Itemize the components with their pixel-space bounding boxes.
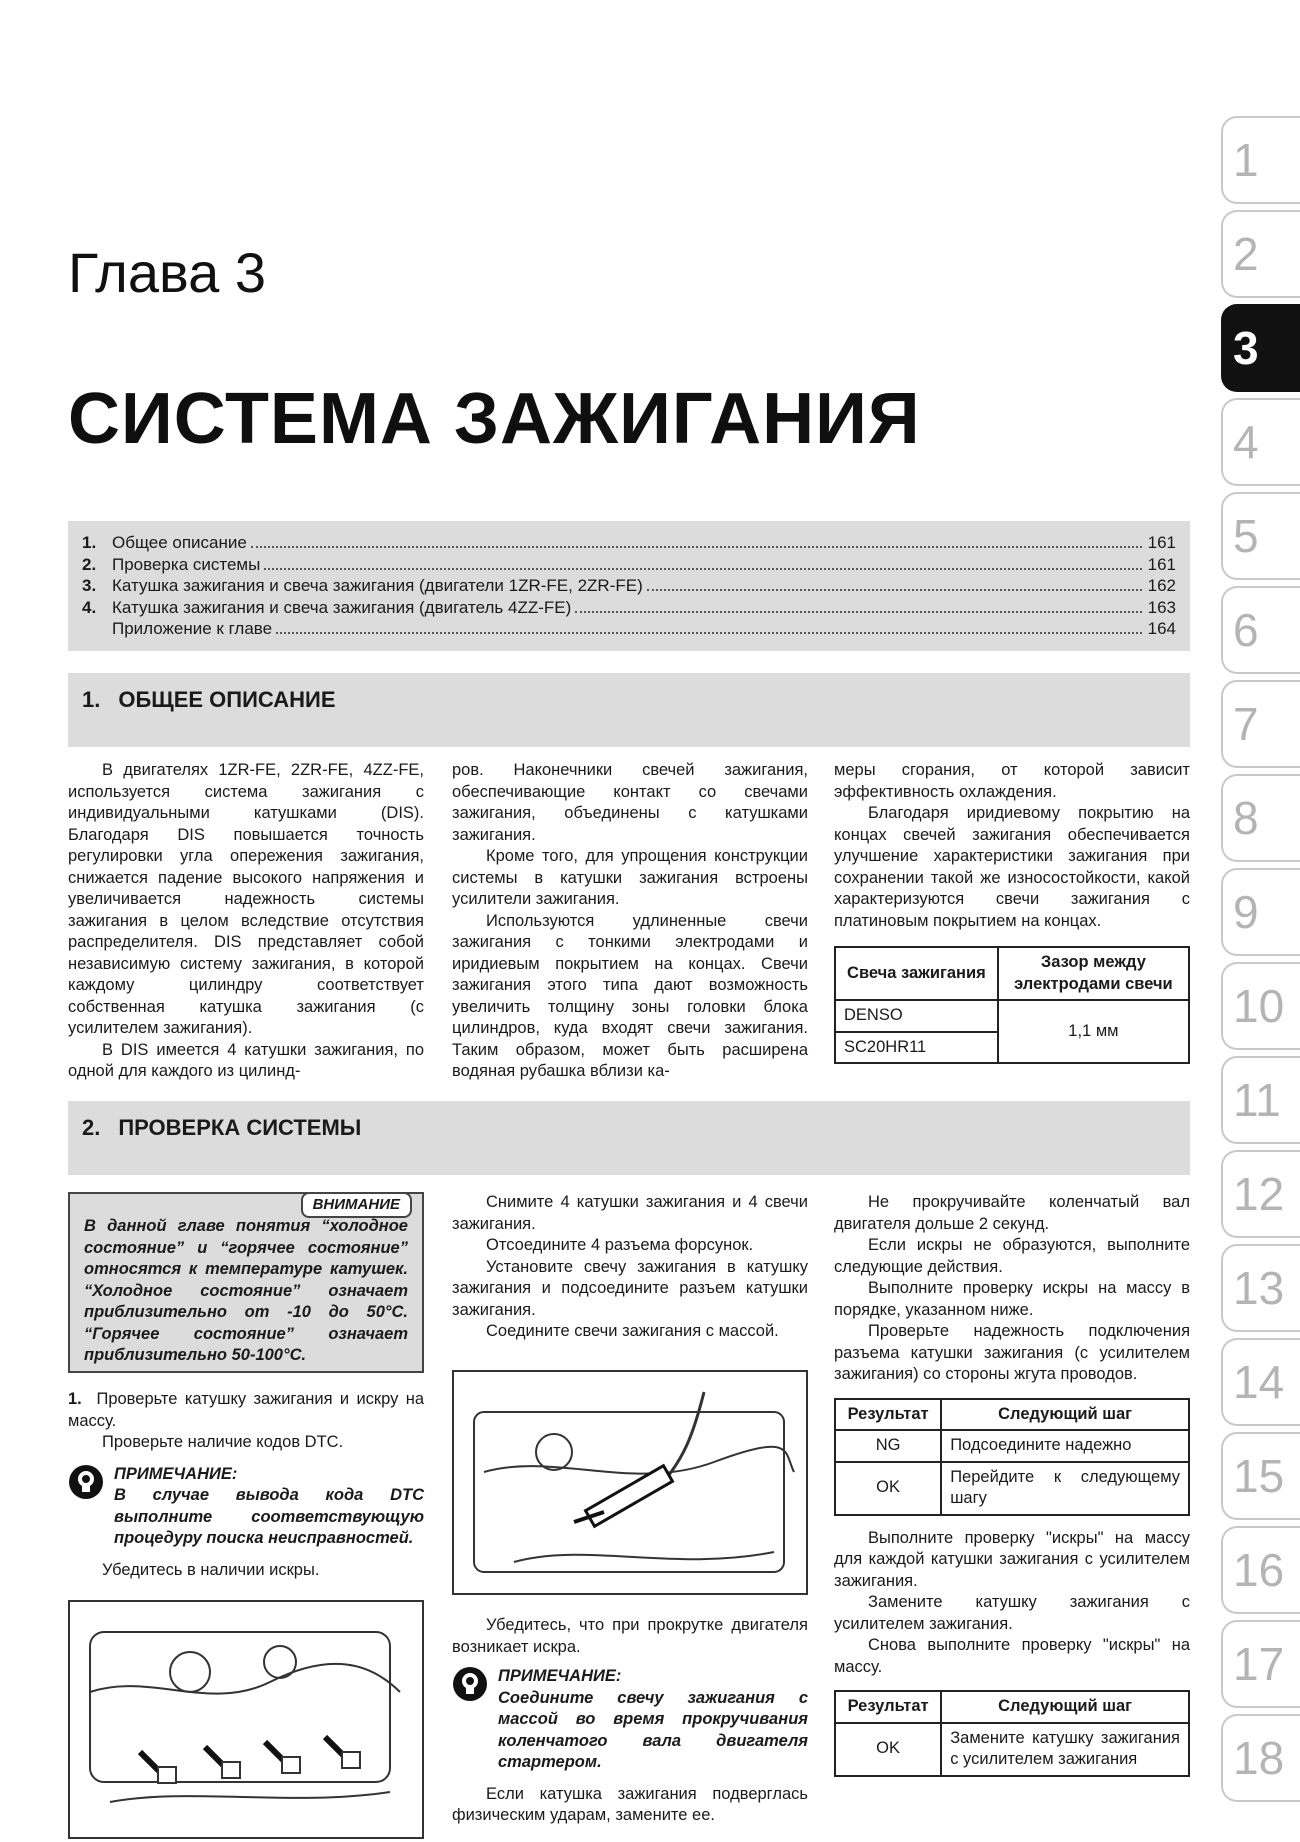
table-cell: 1,1 мм xyxy=(998,1000,1189,1063)
chapter-tab[interactable]: 1 xyxy=(1221,116,1300,204)
table-header: Результат xyxy=(835,1399,941,1431)
note-block xyxy=(452,1666,808,1774)
note-heading: ПРИМЕЧАНИЕ: xyxy=(498,1667,622,1685)
toc-row[interactable] xyxy=(82,576,1176,598)
chapter-tab-active[interactable]: 3 xyxy=(1221,304,1300,392)
s2-column-3 xyxy=(834,1192,1190,1777)
toc-leader xyxy=(647,589,1142,591)
step-text: Проверьте катушку зажигания и искру на массу. xyxy=(68,1390,425,1430)
toc-row[interactable] xyxy=(82,598,1176,620)
toc-num: 4. xyxy=(82,597,97,617)
toc-num: 2. xyxy=(82,554,97,574)
chapter-tab[interactable]: 2 xyxy=(1221,210,1300,298)
toc-leader xyxy=(575,611,1142,613)
chapter-tab[interactable]: 10 xyxy=(1221,962,1300,1050)
s2-column-1 xyxy=(68,1389,424,1581)
result-table-1 xyxy=(834,1398,1190,1516)
table-cell: NG xyxy=(835,1430,941,1462)
note-heading: ПРИМЕЧАНИЕ: xyxy=(114,1464,238,1483)
table-cell: OK xyxy=(835,1462,941,1515)
toc-leader xyxy=(251,546,1142,548)
warning-text: В данной главе понятия “холодное состояние” и “горячее состояние” относятся к температуре катушек. “Холодное состояние” означает приблизительно от -10 до 50°С. “Горячее состояние” означает приблизительно 50-100°С. xyxy=(84,1217,408,1364)
toc-text: Проверка системы xyxy=(112,554,261,574)
paragraph: Выполните проверку искры на массу в порядке, указанном ниже. xyxy=(834,1279,1190,1319)
chapter-tab[interactable]: 15 xyxy=(1221,1432,1300,1520)
chapter-tab[interactable]: 4 xyxy=(1221,398,1300,486)
paragraph: Благодаря иридиевому покрытию на концах свечей зажигания обеспечивается улучшение характеристики зажигания при сохранении такой же износостойкости, какой характеризуются свечи зажигания с платиновым покрытием на концах. xyxy=(834,804,1190,930)
toc-page: 161 xyxy=(1147,533,1176,552)
table-header: Свеча зажигания xyxy=(835,947,998,1000)
paragraph: В двигателях 1ZR-FE, 2ZR-FE, 4ZZ-FE, используется система зажигания с индивидуальными катушками (DIS). Благодаря DIS повышается точность регулировки угла опережения зажигания, снижается падение высокого напряжения и увеличивается надежность системы зажигания в целом вследствие отсутствия распределителя. DIS представляет собой независимую систему зажигания, в которой каждому цилиндру соответствует собственная катушка зажигания (с усилителем зажигания). xyxy=(68,761,424,1037)
section-title: ОБЩЕЕ ОПИСАНИЕ xyxy=(118,687,336,712)
section-header-general xyxy=(68,673,1190,747)
note-body xyxy=(114,1464,424,1550)
spark-plug-check-illustration xyxy=(454,1372,806,1593)
table-cell: OK xyxy=(835,1723,941,1776)
toc-text: Катушка зажигания и свеча зажигания (двигатель 4ZZ-FE) xyxy=(112,597,572,617)
note-text: Соедините свечу зажигания с массой во время прокручивания коленчатого вала двигателя стартером. xyxy=(498,1688,808,1771)
table-cell: SC20HR11 xyxy=(835,1032,998,1064)
section-header-system-check xyxy=(68,1101,1190,1175)
table-cell: Подсоедините надежно xyxy=(941,1430,1189,1462)
paragraph: ров. Наконечники свечей зажигания, обеспечивающие контакт со свечами зажигания, объединены с катушками зажигания. xyxy=(452,761,808,844)
toc-page: 161 xyxy=(1147,554,1176,574)
toc-text: Приложение к главе xyxy=(112,619,273,638)
chapter-tab[interactable]: 9 xyxy=(1221,868,1300,956)
toc-num: 3. xyxy=(82,576,97,595)
paragraph: Убедитесь в наличии искры. xyxy=(102,1560,320,1579)
table-header: Результат xyxy=(835,1691,941,1723)
toc-page: 164 xyxy=(1147,619,1176,638)
chapter-tab[interactable]: 18 xyxy=(1221,1714,1300,1802)
paragraph: Используются удлиненные свечи зажигания с тонкими электродами и иридиевым покрытием на концах. Свечи зажигания этого типа дают возможность увеличить толщину зоны головки блока цилиндров, куда входят свечи зажигания. Таким образом, может быть расширена водяная рубашка вблизи ка- xyxy=(452,911,808,1080)
chapter-tab[interactable]: 16 xyxy=(1221,1526,1300,1614)
paragraph: Кроме того, для упрощения конструкции системы в катушки зажигания встроены усилители зажигания. xyxy=(452,847,808,908)
paragraph: Не прокручивайте коленчатый вал двигателя дольше 2 секунд. xyxy=(834,1193,1190,1233)
paragraph: В DIS имеется 4 катушки зажигания, по одной для каждого из цилинд- xyxy=(68,1040,424,1080)
table-header: Следующий шаг xyxy=(941,1691,1189,1723)
section-number: 1. xyxy=(82,687,101,712)
paragraph: Установите свечу зажигания в катушку зажигания и подсоедините разъем катушки зажигания. xyxy=(452,1257,808,1319)
lightbulb-icon xyxy=(68,1464,104,1500)
engine-illustration xyxy=(70,1602,422,1837)
warning-box xyxy=(68,1192,424,1373)
paragraph: Снова выполните проверку "искры" на массу. xyxy=(834,1636,1190,1676)
spark-check-figure xyxy=(452,1370,808,1595)
note-body xyxy=(498,1666,808,1774)
paragraph: Снимите 4 катушки зажигания и 4 свечи зажигания. xyxy=(452,1193,808,1233)
s2-column-2-lower xyxy=(452,1615,808,1827)
paragraph: Соедините свечи зажигания с массой. xyxy=(486,1322,779,1340)
engine-coil-figure xyxy=(68,1600,424,1839)
paragraph: Если катушка зажигания подверглась физическим ударам, замените ее. xyxy=(452,1784,808,1824)
toc-leader xyxy=(264,568,1142,570)
paragraph: Убедитесь, что при прокрутке двигателя возникает искра. xyxy=(452,1616,808,1656)
step-number: 1. xyxy=(68,1390,82,1408)
section-title: ПРОВЕРКА СИСТЕМЫ xyxy=(118,1115,362,1140)
s1-column-1 xyxy=(68,760,424,1083)
paragraph: Проверьте надежность подключения разъема катушки зажигания (с усилителем зажигания) со стороны жгута проводов. xyxy=(834,1322,1190,1383)
table-cell: Замените катушку зажигания с усилителем зажигания xyxy=(941,1723,1189,1776)
chapter-tab[interactable]: 6 xyxy=(1221,586,1300,674)
toc-row[interactable] xyxy=(82,533,1176,555)
s1-column-3 xyxy=(834,760,1190,1064)
table-cell: DENSO xyxy=(835,1000,998,1032)
paragraph: Отсоедините 4 разъема форсунок. xyxy=(486,1236,754,1254)
chapter-tab[interactable]: 13 xyxy=(1221,1244,1300,1332)
table-cell: Перейдите к следующему шагу xyxy=(941,1462,1189,1515)
chapter-tab[interactable]: 17 xyxy=(1221,1620,1300,1708)
chapter-tab[interactable]: 8 xyxy=(1221,774,1300,862)
chapter-tab[interactable]: 14 xyxy=(1221,1338,1300,1426)
chapter-tabs xyxy=(1221,116,1300,1808)
paragraph: Если искры не образуются, выполните следующие действия. xyxy=(834,1236,1190,1276)
s2-column-2 xyxy=(452,1192,808,1343)
toc-page: 163 xyxy=(1147,597,1176,617)
section-number: 2. xyxy=(82,1115,101,1140)
chapter-label: Глава 3 xyxy=(68,241,266,304)
paragraph: Замените катушку зажигания с усилителем зажигания. xyxy=(834,1593,1190,1633)
warning-label: ВНИМАНИЕ xyxy=(301,1192,412,1218)
note-text: В случае вывода кода DTC выполните соответствующую процедуру поиска неисправностей. xyxy=(114,1486,424,1547)
paragraph: Выполните проверку "искры" на массу для каждой катушки зажигания с усилителем зажигания. xyxy=(834,1528,1190,1590)
table-header: Следующий шаг xyxy=(941,1399,1189,1431)
table-of-contents xyxy=(68,521,1190,651)
paragraph: Проверьте наличие кодов DTC. xyxy=(102,1433,344,1451)
spark-plug-table xyxy=(834,946,1190,1064)
toc-num: 1. xyxy=(82,533,97,552)
toc-leader xyxy=(276,632,1142,634)
toc-text: Общее описание xyxy=(112,533,247,552)
toc-row[interactable] xyxy=(82,619,1176,641)
lightbulb-icon xyxy=(452,1666,488,1702)
chapter-tab[interactable]: 11 xyxy=(1221,1056,1300,1144)
note-block xyxy=(68,1464,424,1550)
toc-page: 162 xyxy=(1147,576,1176,595)
table-header: Зазор между электродами свечи xyxy=(998,947,1189,1000)
step xyxy=(68,1389,424,1432)
paragraph: меры сгорания, от которой зависит эффективность охлаждения. xyxy=(834,761,1190,801)
page-title: СИСТЕМА ЗАЖИГАНИЯ xyxy=(68,379,921,459)
chapter-tab[interactable]: 7 xyxy=(1221,680,1300,768)
s1-column-2 xyxy=(452,760,808,1083)
result-table-2 xyxy=(834,1690,1190,1777)
toc-text: Катушка зажигания и свеча зажигания (двигатели 1ZR-FE, 2ZR-FE) xyxy=(112,576,643,595)
chapter-tab[interactable]: 12 xyxy=(1221,1150,1300,1238)
toc-row[interactable] xyxy=(82,555,1176,577)
chapter-tab[interactable]: 5 xyxy=(1221,492,1300,580)
